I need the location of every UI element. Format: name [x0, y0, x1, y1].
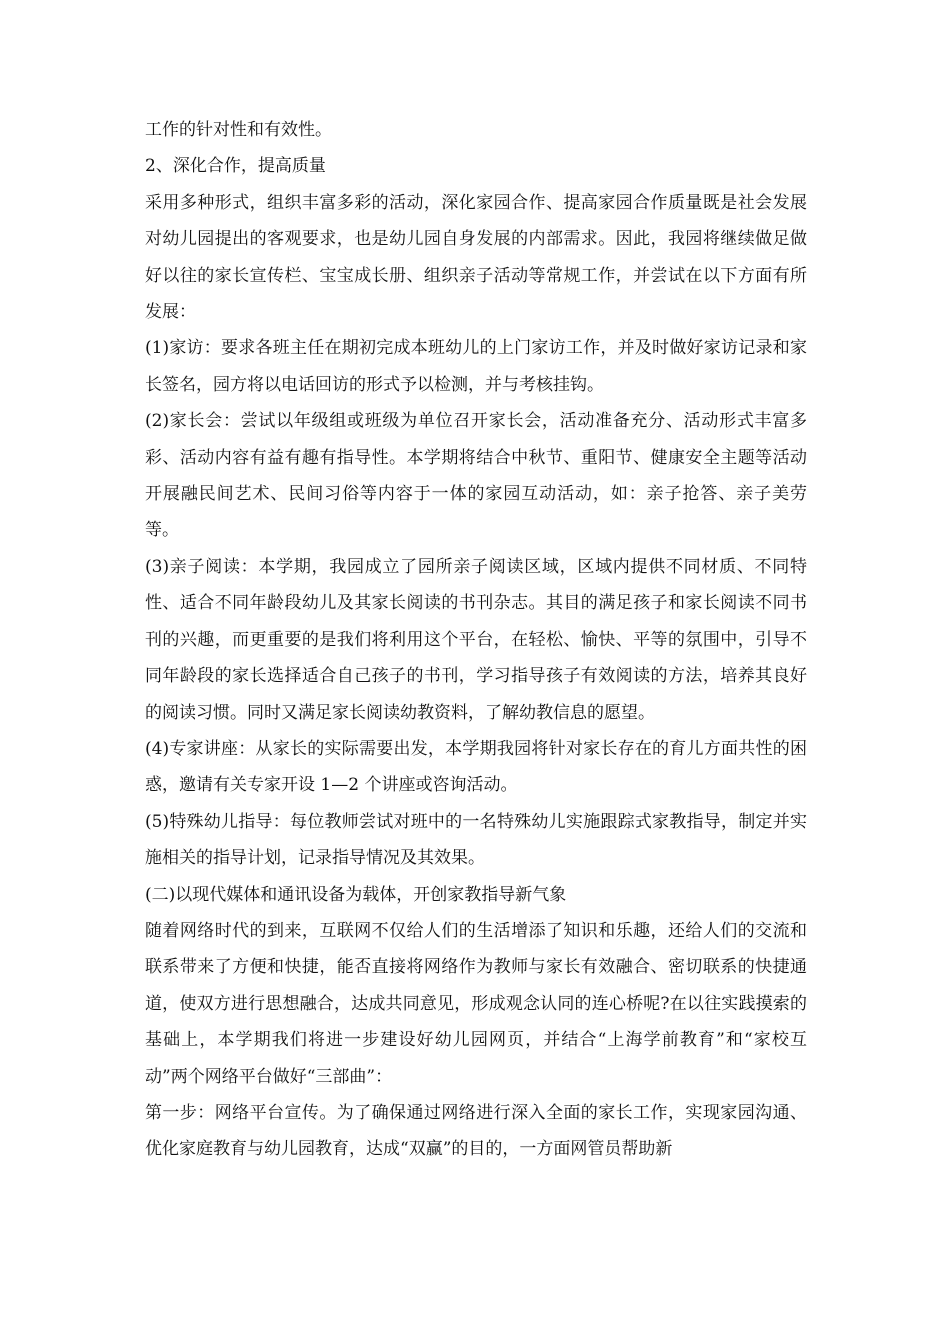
- paragraph-special-child-guidance: (5)特殊幼儿指导：每位教师尝试对班中的一名特殊幼儿实施跟踪式家教指导，制定并实施相关的指导计划，记录指导情况及其效果。: [145, 811, 807, 869]
- section-heading-modern-media: (二)以现代媒体和通讯设备为载体，开创家教指导新气象: [145, 884, 567, 905]
- paragraph-parent-child-reading: (3)亲子阅读：本学期，我园成立了园所亲子阅读区域，区域内提供不同材质、不同特性、适合不同年龄段幼儿及其家长阅读的书刊杂志。其目的满足孩子和家长阅读不同书刊的兴趣，而更重要的是我们将利用这个平台，在轻松、愉快、平等的氛围中，引导不同年龄段的家长选择适合自己孩子的书刊，学习指导孩子有效阅读的方法，培养其良好的阅读习惯。同时又满足家长阅读幼教资料，了解幼教信息的愿望。: [145, 556, 807, 723]
- paragraph-internet-era: 随着网络时代的到来，互联网不仅给人们的生活增添了知识和乐趣，还给人们的交流和联系带来了方便和快捷，能否直接将网络作为教师与家长有效融合、密切联系的快捷通道，使双方进行思想融合，达成共同意见，形成观念认同的连心桥呢?在以往实践摸索的基础上，本学期我们将进一步建设好幼儿园网页，并结合“上海学前教育”和“家校互动”两个网络平台做好“三部曲”：: [145, 920, 807, 1087]
- paragraph-home-visit: (1)家访：要求各班主任在期初完成本班幼儿的上门家访工作，并及时做好家访记录和家长签名，园方将以电话回访的形式予以检测，并与考核挂钩。: [145, 338, 807, 395]
- section-heading-deepen-cooperation: 2、深化合作，提高质量: [145, 156, 326, 177]
- paragraph-intro: 采用多种形式，组织丰富多彩的活动，深化家园合作、提高家园合作质量既是社会发展对幼儿园提出的客观要求，也是幼儿园自身发展的内部需求。因此，我园将继续做足做好以往的家长宣传栏、宝宝成长册、组织亲子活动等常规工作，并尝试在以下方面有所发展：: [145, 192, 807, 323]
- paragraph-step-one: 第一步：网络平台宣传。为了确保通过网络进行深入全面的家长工作，实现家园沟通、优化家庭教育与幼儿园教育，达成“双赢”的目的，一方面网管员帮助新: [145, 1102, 807, 1160]
- paragraph-expert-lecture: (4)专家讲座：从家长的实际需要出发，本学期我园将针对家长存在的育儿方面共性的困惑，邀请有关专家开设 1—2 个讲座或咨询活动。: [145, 738, 807, 796]
- document-body: [145, 112, 807, 1168]
- paragraph-parent-meeting: (2)家长会：尝试以年级组或班级为单位召开家长会，活动准备充分、活动形式丰富多彩、活动内容有益有趣有指导性。本学期将结合中秋节、重阳节、健康安全主题等活动开展融民间艺术、民间习俗等内容于一体的家园互动活动，如：亲子抢答、亲子美劳等。: [145, 411, 807, 541]
- paragraph-continuation: 工作的针对性和有效性。: [145, 120, 332, 140]
